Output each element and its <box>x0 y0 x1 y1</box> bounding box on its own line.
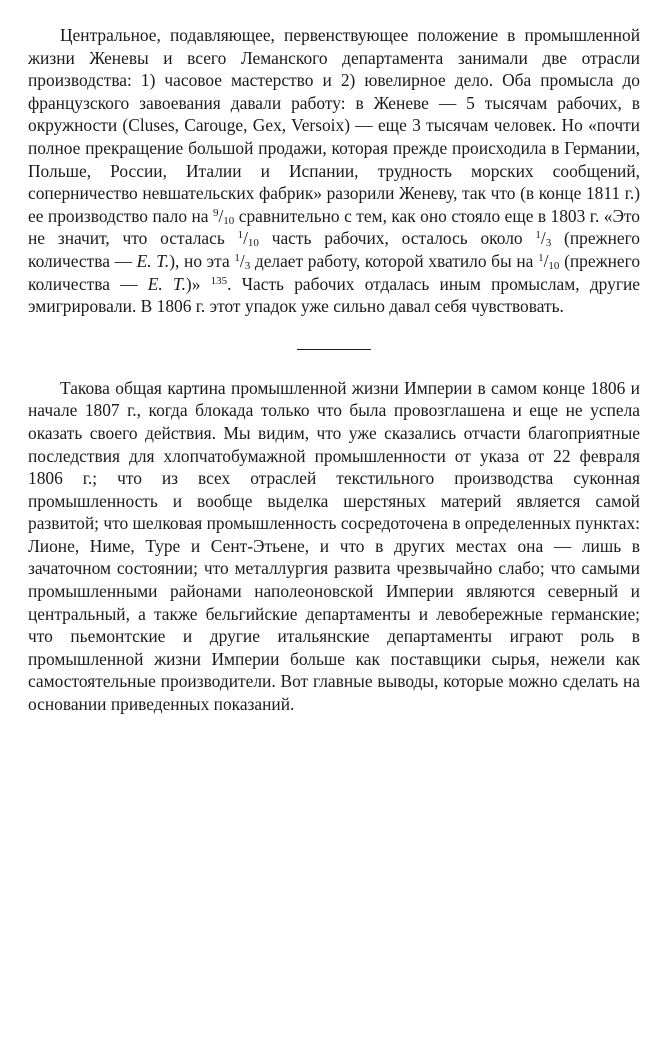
author-abbrev: Е. Т. <box>136 250 170 271</box>
fraction-denominator: 10 <box>223 214 235 227</box>
p1-seg-3: часть рабочих, осталось около <box>258 228 536 249</box>
p1-seg-9: . Часть рабочих отдалась иным промыслам, другие эмигрировали. В 1806 г. этот упадок уже сильно давал себя чувствовать. <box>28 273 640 317</box>
fraction-numerator: 1 <box>237 229 244 242</box>
fraction-denominator: 10 <box>548 259 560 272</box>
author-abbrev: Е. Т. <box>147 273 186 294</box>
fraction-denominator: 10 <box>247 237 259 250</box>
fraction-numerator: 9 <box>212 206 219 219</box>
p1-seg-1: Центральное, подавляющее, первенствующее положение в промышленной жизни Женевы и всего Леманского департамента занимали две отрасли производства: 1) часовое мастерство и 2) ювелирное дело. Оба промысла до французского завоевания давали работу: в Женеве — 5 тысячам рабочих, в окружности (Cluses, Carouge, Gex, Versoix) — еще 3 тысячам человек. Но «почти полное прекращение большой продажи, которая прежде происходила в Германии, Польше, России, Италии и Испании, трудность морских сообщений, соперничество невшательских фабрик» разорили Женеву, так что (в конце 1811 г.) ее производство пало на <box>28 25 640 226</box>
p1-seg-7: (прежнего количества — <box>28 250 641 294</box>
fraction-numerator: 1 <box>535 229 541 242</box>
p1-seg-6: делает работу, которой хватило бы на <box>250 250 539 271</box>
fraction-denominator: 3 <box>545 237 552 250</box>
footnote-reference: 135 <box>210 274 228 287</box>
document-page <box>28 24 640 716</box>
paragraph-2: Такова общая картина промышленной жизни Империи в самом конце 1806 и начале 1807 г., когда блокада только что была провозглашена и еще не успела оказать своего действия. Мы видим, что уже сказались отчасти благоприятные последствия для хлопчатобумажной промышленности от указа от 22 февраля 1806 г.; что из всех отраслей текстильного производства суконная промышленность и вообще выделка шерстяных материй является самой развитой; что шелковая промышленность сосредоточена в определенных пунктах: Лионе, Ниме, Туре и Сент-Этьене, и что в других местах она — лишь в зачаточном состоянии; что металлургия развита чрезвычайно слабо; что самыми промышленными районами наполеоновской Империи являются северный и центральный, а также бельгийские департаменты и левобережные германские; что пьемонтские и другие итальянские департаменты играют роль в промышленной жизни Империи больше как поставщики сырья, нежели как самостоятельные производители. Вот главные выводы, которые можно сделать на основании приведенных показаний. <box>28 377 640 715</box>
fraction-numerator: 1 <box>538 251 544 264</box>
fraction-numerator: 1 <box>234 251 240 264</box>
p1-seg-2: сравнительно с тем, как оно стояло еще в 1803 г. «Это не значит, что осталась <box>28 205 640 249</box>
paragraph-1: Центральное, подавляющее, первенствующее положение в промышленной жизни Женевы и всего Леманского департамента занимали две отрасли производства: 1) часовое мастерство и 2) ювелирное дело. Оба промысла до французского завоевания давали работу: в Женеве — 5 тысячам рабочих, в окружности (Cluses, Carouge, Gex, Versoix) — еще 3 тысячам человек. Но «почти полное прекращение большой продажи, которая прежде происходила в Германии, Польше, России, Италии и Испании, трудность морских сообщений, соперничество невшательских фабрик» разорили Женеву, так что (в конце 1811 г.) ее производство пало на $^9/_{10}$ сравнительно с тем, как оно стояло еще в 1803 г. «Это не значит, что осталась $^1/_{10}$ часть рабочих, осталось около $^1/_3$ (прежнего количества — Е. Т.), но эта $^1/_3$ делает работу, которой хватило бы на $^1/_{10}$ (прежнего количества — Е. Т.)» $^{135}$. Часть рабочих отдалась иным промыслам, другие эмигрировали. В 1806 г. этот упадок уже сильно давал себя чувствовать. <box>28 25 641 317</box>
section-divider <box>297 349 371 350</box>
p1-seg-8: )» <box>185 273 211 294</box>
p1-seg-5: ), но эта <box>169 250 235 271</box>
fraction-denominator: 3 <box>244 259 251 272</box>
p1-seg-4: (прежнего количества — <box>28 228 640 271</box>
